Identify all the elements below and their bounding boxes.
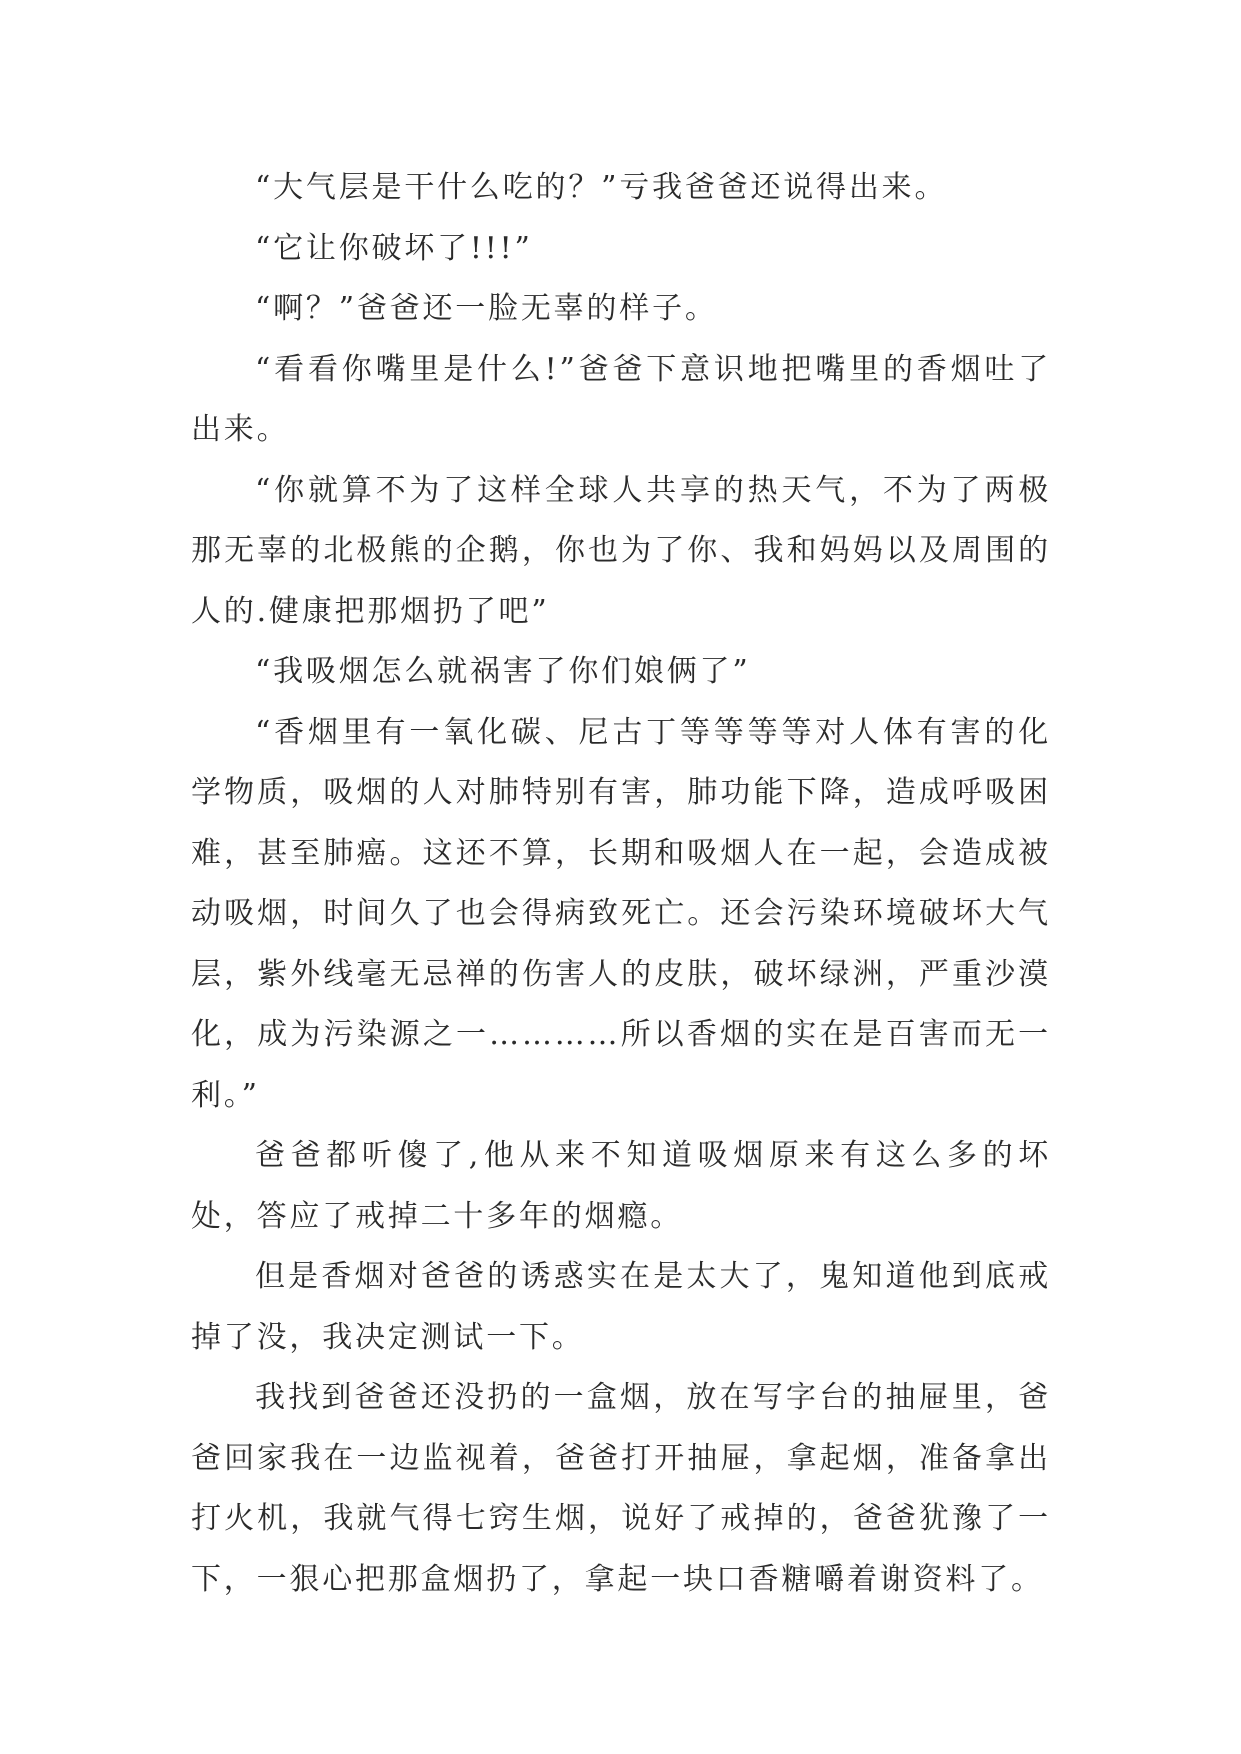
paragraph: 我找到爸爸还没扔的一盒烟，放在写字台的抽屉里，爸爸回家我在一边监视着，爸爸打开抽屉，拿起烟，准备拿出打火机，我就气得七窍生烟，说好了戒掉的，爸爸犹豫了一下，一狠心把那盒烟扔了，拿起一块口香糖嚼着谢资料了。 xyxy=(191,1380,1051,1597)
paragraph: “它让你破坏了!!!” xyxy=(255,230,533,266)
paragraph: “大气层是干什么吃的？”亏我爸爸还说得出来。 xyxy=(255,170,948,205)
paragraph: 但是香烟对爸爸的诱惑实在是太大了，鬼知道他到底戒掉了没，我决定测试一下。 xyxy=(191,1259,1051,1355)
paragraph: “我吸烟怎么就祸害了你们娘俩了” xyxy=(255,654,751,689)
paragraph: “你就算不为了这样全球人共享的热天气，不为了两极那无辜的北极熊的企鹅，你也为了你、我和妈妈以及周围的人的.健康把那烟扔了吧” xyxy=(191,472,1051,629)
paragraph: “香烟里有一氧化碳、尼古丁等等等等对人体有害的化学物质，吸烟的人对肺特别有害，肺功能下降，造成呼吸困难，甚至肺癌。这还不算，长期和吸烟人在一起，会造成被动吸烟，时间久了也会得病致死亡。还会污染环境破坏大气层，紫外线毫无忌禅的伤害人的皮肤，破坏绿洲，严重沙漠化，成为污染源之一…………所以香烟的实在是百害而无一利。” xyxy=(191,714,1051,1113)
document-body xyxy=(191,158,1051,1610)
paragraph: 爸爸都听傻了,他从来不知道吸烟原来有这么多的坏处，答应了戒掉二十多年的烟瘾。 xyxy=(191,1138,1051,1234)
paragraph: “啊？”爸爸还一脸无辜的样子。 xyxy=(255,291,718,326)
paragraph: “看看你嘴里是什么!”爸爸下意识地把嘴里的香烟吐了出来。 xyxy=(191,351,1051,447)
